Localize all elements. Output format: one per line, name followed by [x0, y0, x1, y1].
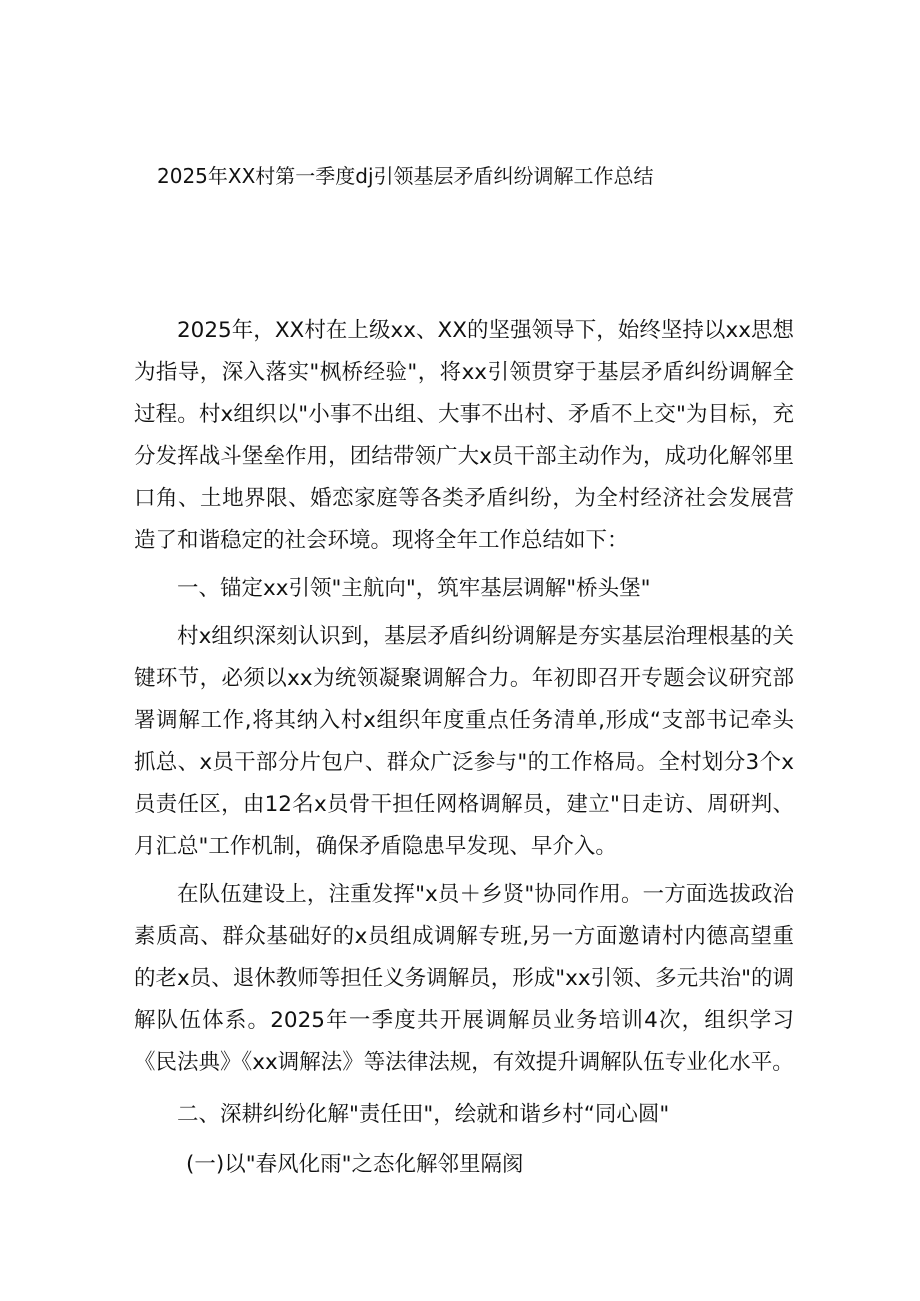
- section-heading-1: 一、锚定xx引领"主航向"，筑牢基层调解"桥头堡": [177, 576, 651, 601]
- document-title: 2025年XX村第一季度dj引领基层矛盾纠纷调解工作总结: [157, 164, 654, 188]
- document-body: [134, 310, 794, 1186]
- section-1-paragraph-1: 村x组织深刻认识到，基层矛盾纠纷调解是夯实基层治理根基的关键环节，必须以xx为统领凝聚调解合力。年初即召开专题会议研究部署调解工作,将其纳入村x组织年度重点任务清单,形成“支部书记牵头抓总、x员干部分片包户、群众广泛参与"的工作格局。全村划分3个x员责任区，由12名x员骨干担任网格调解员，建立"日走访、周研判、月汇总"工作机制，确保矛盾隐患早发现、早介入。: [134, 624, 794, 859]
- section-1-paragraph-2: 在队伍建设上，注重发挥"x员＋乡贤"协同作用。一方面选拔政治素质高、群众基础好的x员组成调解专班,另一方面邀请村内德高望重的老x员、退休教师等担任义务调解员，形成"xx引领、多元共治"的调解队伍体系。2025年一季度共开展调解员业务培训4次，组织学习《民法典》《xx调解法》等法律法规，有效提升调解队伍专业化水平。: [134, 882, 794, 1075]
- intro-paragraph: 2025年，XX村在上级xx、XX的坚强领导下，始终坚持以xx思想为指导，深入落实"枫桥经验"，将xx引领贯穿于基层矛盾纠纷调解全过程。村x组织以"小事不出组、大事不出村、矛盾不上交"为目标，充分发挥战斗堡垒作用，团结带领广大x员干部主动作为，成功化解邻里口角、土地界限、婚恋家庭等各类矛盾纠纷，为全村经济社会发展营造了和谐稳定的社会环境。现将全年工作总结如下：: [134, 318, 794, 553]
- subsection-heading-1: (一)以"春风化雨"之态化解邻里隔阂: [186, 1152, 524, 1177]
- section-heading-2: 二、深耕纠纷化解"责任田"，绘就和谐乡村“同心圆": [177, 1102, 670, 1127]
